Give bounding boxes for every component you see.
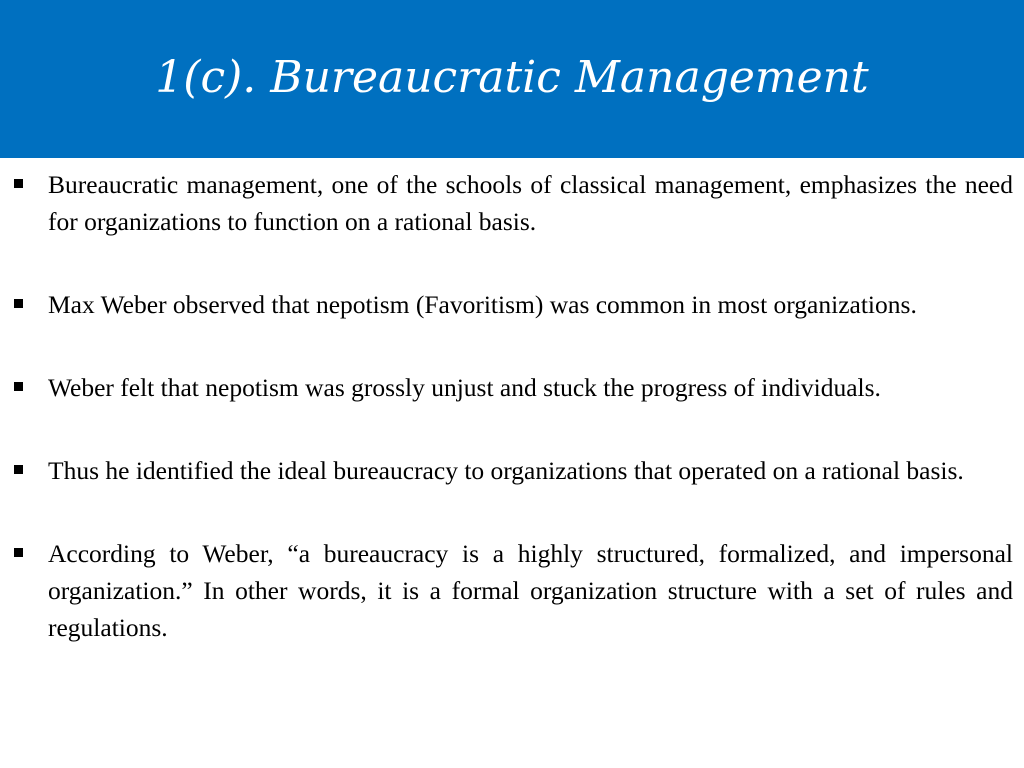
bullet-item bbox=[12, 452, 1013, 489]
square-bullet-icon bbox=[12, 535, 48, 572]
square-bullet-icon bbox=[12, 452, 48, 489]
bullet-text: Weber felt that nepotism was grossly unjust and stuck the progress of individuals. bbox=[48, 373, 881, 402]
bullet-item bbox=[12, 286, 1013, 323]
bullet-text: Bureaucratic management, one of the schools of classical management, emphasizes the need for organizations to function on a rational basis. bbox=[48, 170, 1013, 236]
slide-title: 1(c). Bureaucratic Management bbox=[155, 52, 869, 103]
square-bullet-icon bbox=[12, 286, 48, 323]
bullet-text: Thus he identified the ideal bureaucracy to organizations that operated on a rational basis. bbox=[48, 456, 964, 485]
bullet-item bbox=[12, 369, 1013, 406]
bullet-item bbox=[12, 166, 1013, 240]
square-bullet-icon bbox=[12, 369, 48, 406]
bullet-list bbox=[12, 166, 1013, 692]
bullet-item bbox=[12, 535, 1013, 646]
square-bullet-icon bbox=[12, 166, 48, 203]
bullet-text: Max Weber observed that nepotism (Favoritism) was common in most organizations. bbox=[48, 290, 917, 319]
bullet-text: According to Weber, “a bureaucracy is a highly structured, formalized, and impersonal organization.” In other words, it is a formal organization structure with a set of rules and regulations. bbox=[48, 539, 1013, 642]
